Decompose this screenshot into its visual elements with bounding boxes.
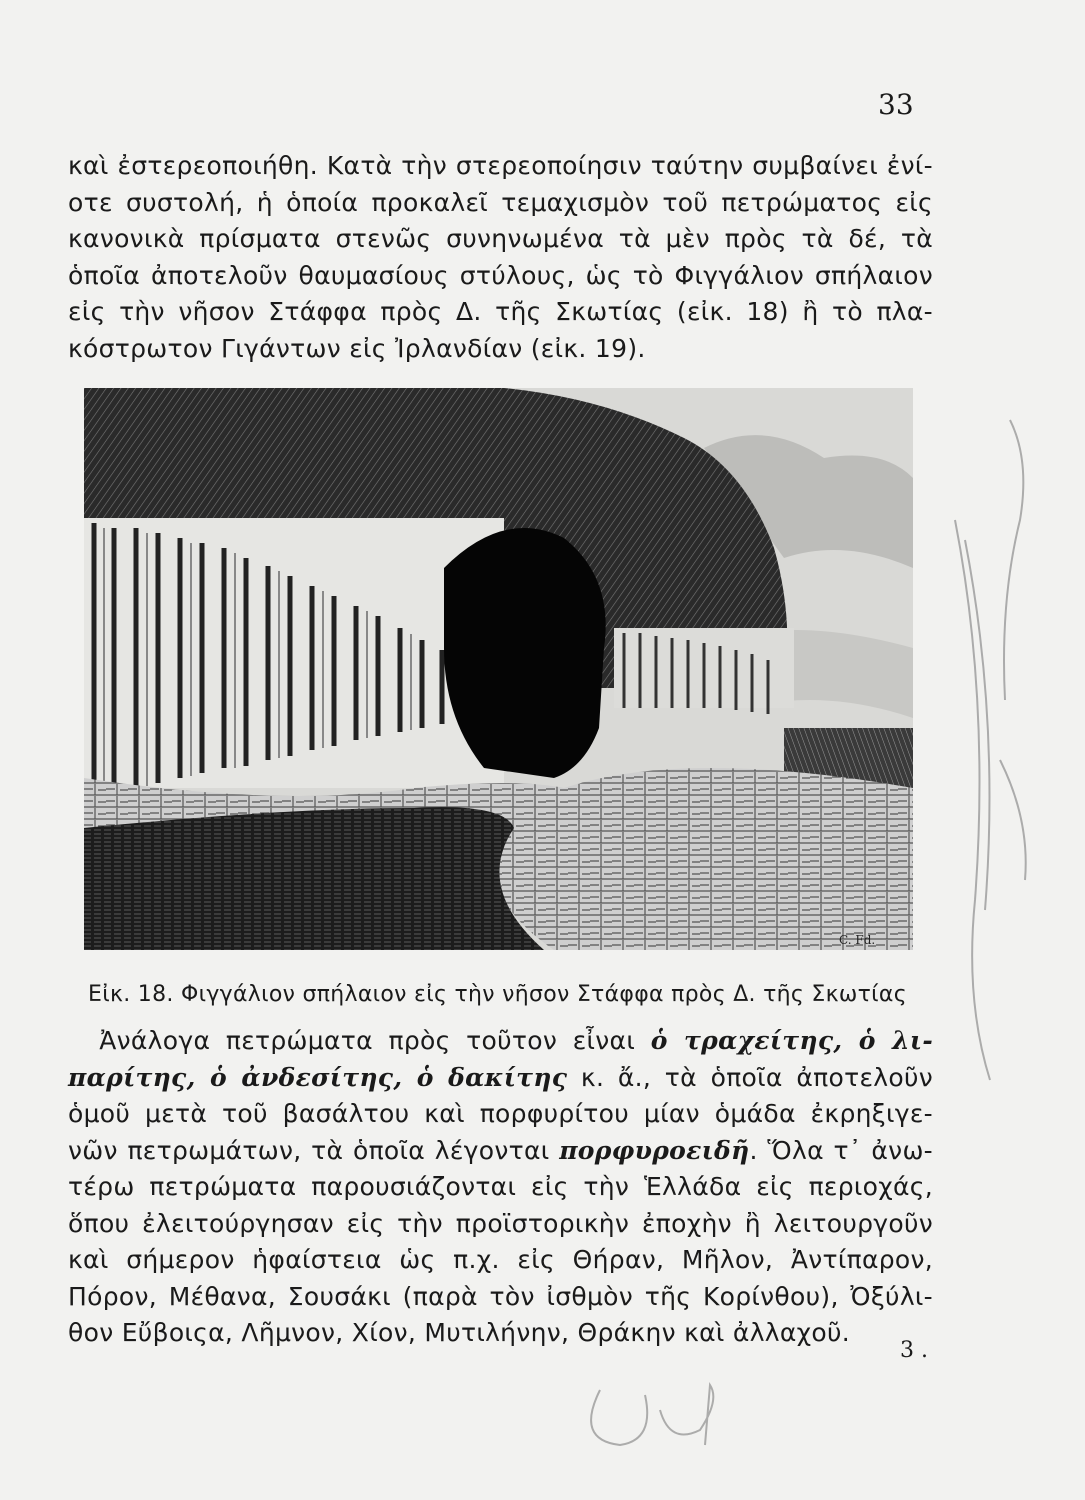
printer-signature-mark: 3 . bbox=[900, 1338, 928, 1363]
text-run: Ἀνάλογα πετρώματα πρὸς τοῦτον εἶναι bbox=[99, 1026, 651, 1055]
text-line bbox=[68, 1023, 933, 1060]
water-pool bbox=[84, 807, 544, 950]
term-porphyroeide: πορφυροειδῆ bbox=[559, 1135, 750, 1165]
text-line: τέρω πετρώματα παρουσιάζονται εἰς τὴν Ἑλλάδα εἰς περιοχάς, bbox=[68, 1172, 933, 1201]
text-line: ὅπου ἐλειτούργησαν εἰς τὴν προϊστορικὴν ἐποχὴν ἢ λειτουργοῦν bbox=[68, 1208, 933, 1238]
page-number: 33 bbox=[878, 88, 914, 121]
text-line: κόστρωτον Γιγάντων εἰς Ἰρλανδίαν (εἰκ. 19). bbox=[68, 333, 646, 363]
mineral-names: παρίτης, ὁ ἀνδεσίτης, ὁ δακίτης bbox=[68, 1062, 568, 1092]
paragraph-1 bbox=[68, 148, 933, 367]
text-line bbox=[68, 1133, 933, 1170]
engraving-signature: C. Fd. bbox=[839, 933, 876, 947]
text-line bbox=[68, 1060, 933, 1097]
text-line: καὶ ἐστερεοποιήθη. Κατὰ τὴν στερεοποίησιν ταύτην συμβαίνει ἐνί- bbox=[68, 151, 933, 180]
text-run: . Ὅλα τ᾿ ἀνω- bbox=[749, 1135, 933, 1165]
text-line: Πόρον, Μέθανα, Σουσάκι (παρὰ τὸν ἰσθμὸν τῆς Κορίνθου), Ὀξύλι- bbox=[68, 1281, 933, 1311]
text-line: θον Εὔβοιςα, Λῆμνον, Χίον, Μυτιλήνην, Θράκην καὶ ἀλλαχοῦ. bbox=[68, 1318, 851, 1347]
cave-opening bbox=[444, 528, 606, 778]
engraving-illustration bbox=[84, 388, 913, 950]
figure-fingal-cave-engraving bbox=[84, 388, 913, 950]
text-run: κ. ἄ., τὰ ὁποῖα ἀποτελοῦν bbox=[567, 1062, 933, 1092]
text-line: κανονικὰ πρίσματα στενῶς συνηνωμένα τὰ μὲν πρὸς τὰ δέ, τὰ bbox=[68, 224, 933, 253]
paragraph-2 bbox=[68, 1023, 933, 1352]
text-run: νῶν πετρωμάτων, τὰ ὁποῖα λέγονται bbox=[68, 1135, 560, 1165]
text-line: εἰς τὴν νῆσον Στάφφα πρὸς Δ. τῆς Σκωτίας (εἰκ. 18) ἢ τὸ πλα- bbox=[68, 297, 933, 326]
figure-caption: Εἰκ. 18. Φιγγάλιον σπήλαιον εἰς τὴν νῆσον Στάφφα πρὸς Δ. τῆς Σκωτίας bbox=[88, 982, 907, 1007]
text-line: ὁμοῦ μετὰ τοῦ βασάλτου καὶ πορφυρίτου μίαν ὁμάδα ἐκρηξιγε- bbox=[68, 1099, 933, 1128]
text-line: οτε συστολή, ἡ ὁποία προκαλεῖ τεμαχισμὸν τοῦ πετρώματος εἰς bbox=[68, 187, 933, 217]
mineral-names: ὁ τραχείτης, ὁ λι- bbox=[650, 1026, 933, 1055]
text-line: καὶ σήμερον ἡφαίστεια ὡς π.χ. εἰς Θήραν, Μῆλον, Ἀντίπαρον, bbox=[68, 1245, 933, 1274]
text-line: ὁποῖα ἀποτελοῦν θαυμασίους στύλους, ὡς τὸ Φιγγάλιον σπήλαιον bbox=[68, 260, 933, 290]
